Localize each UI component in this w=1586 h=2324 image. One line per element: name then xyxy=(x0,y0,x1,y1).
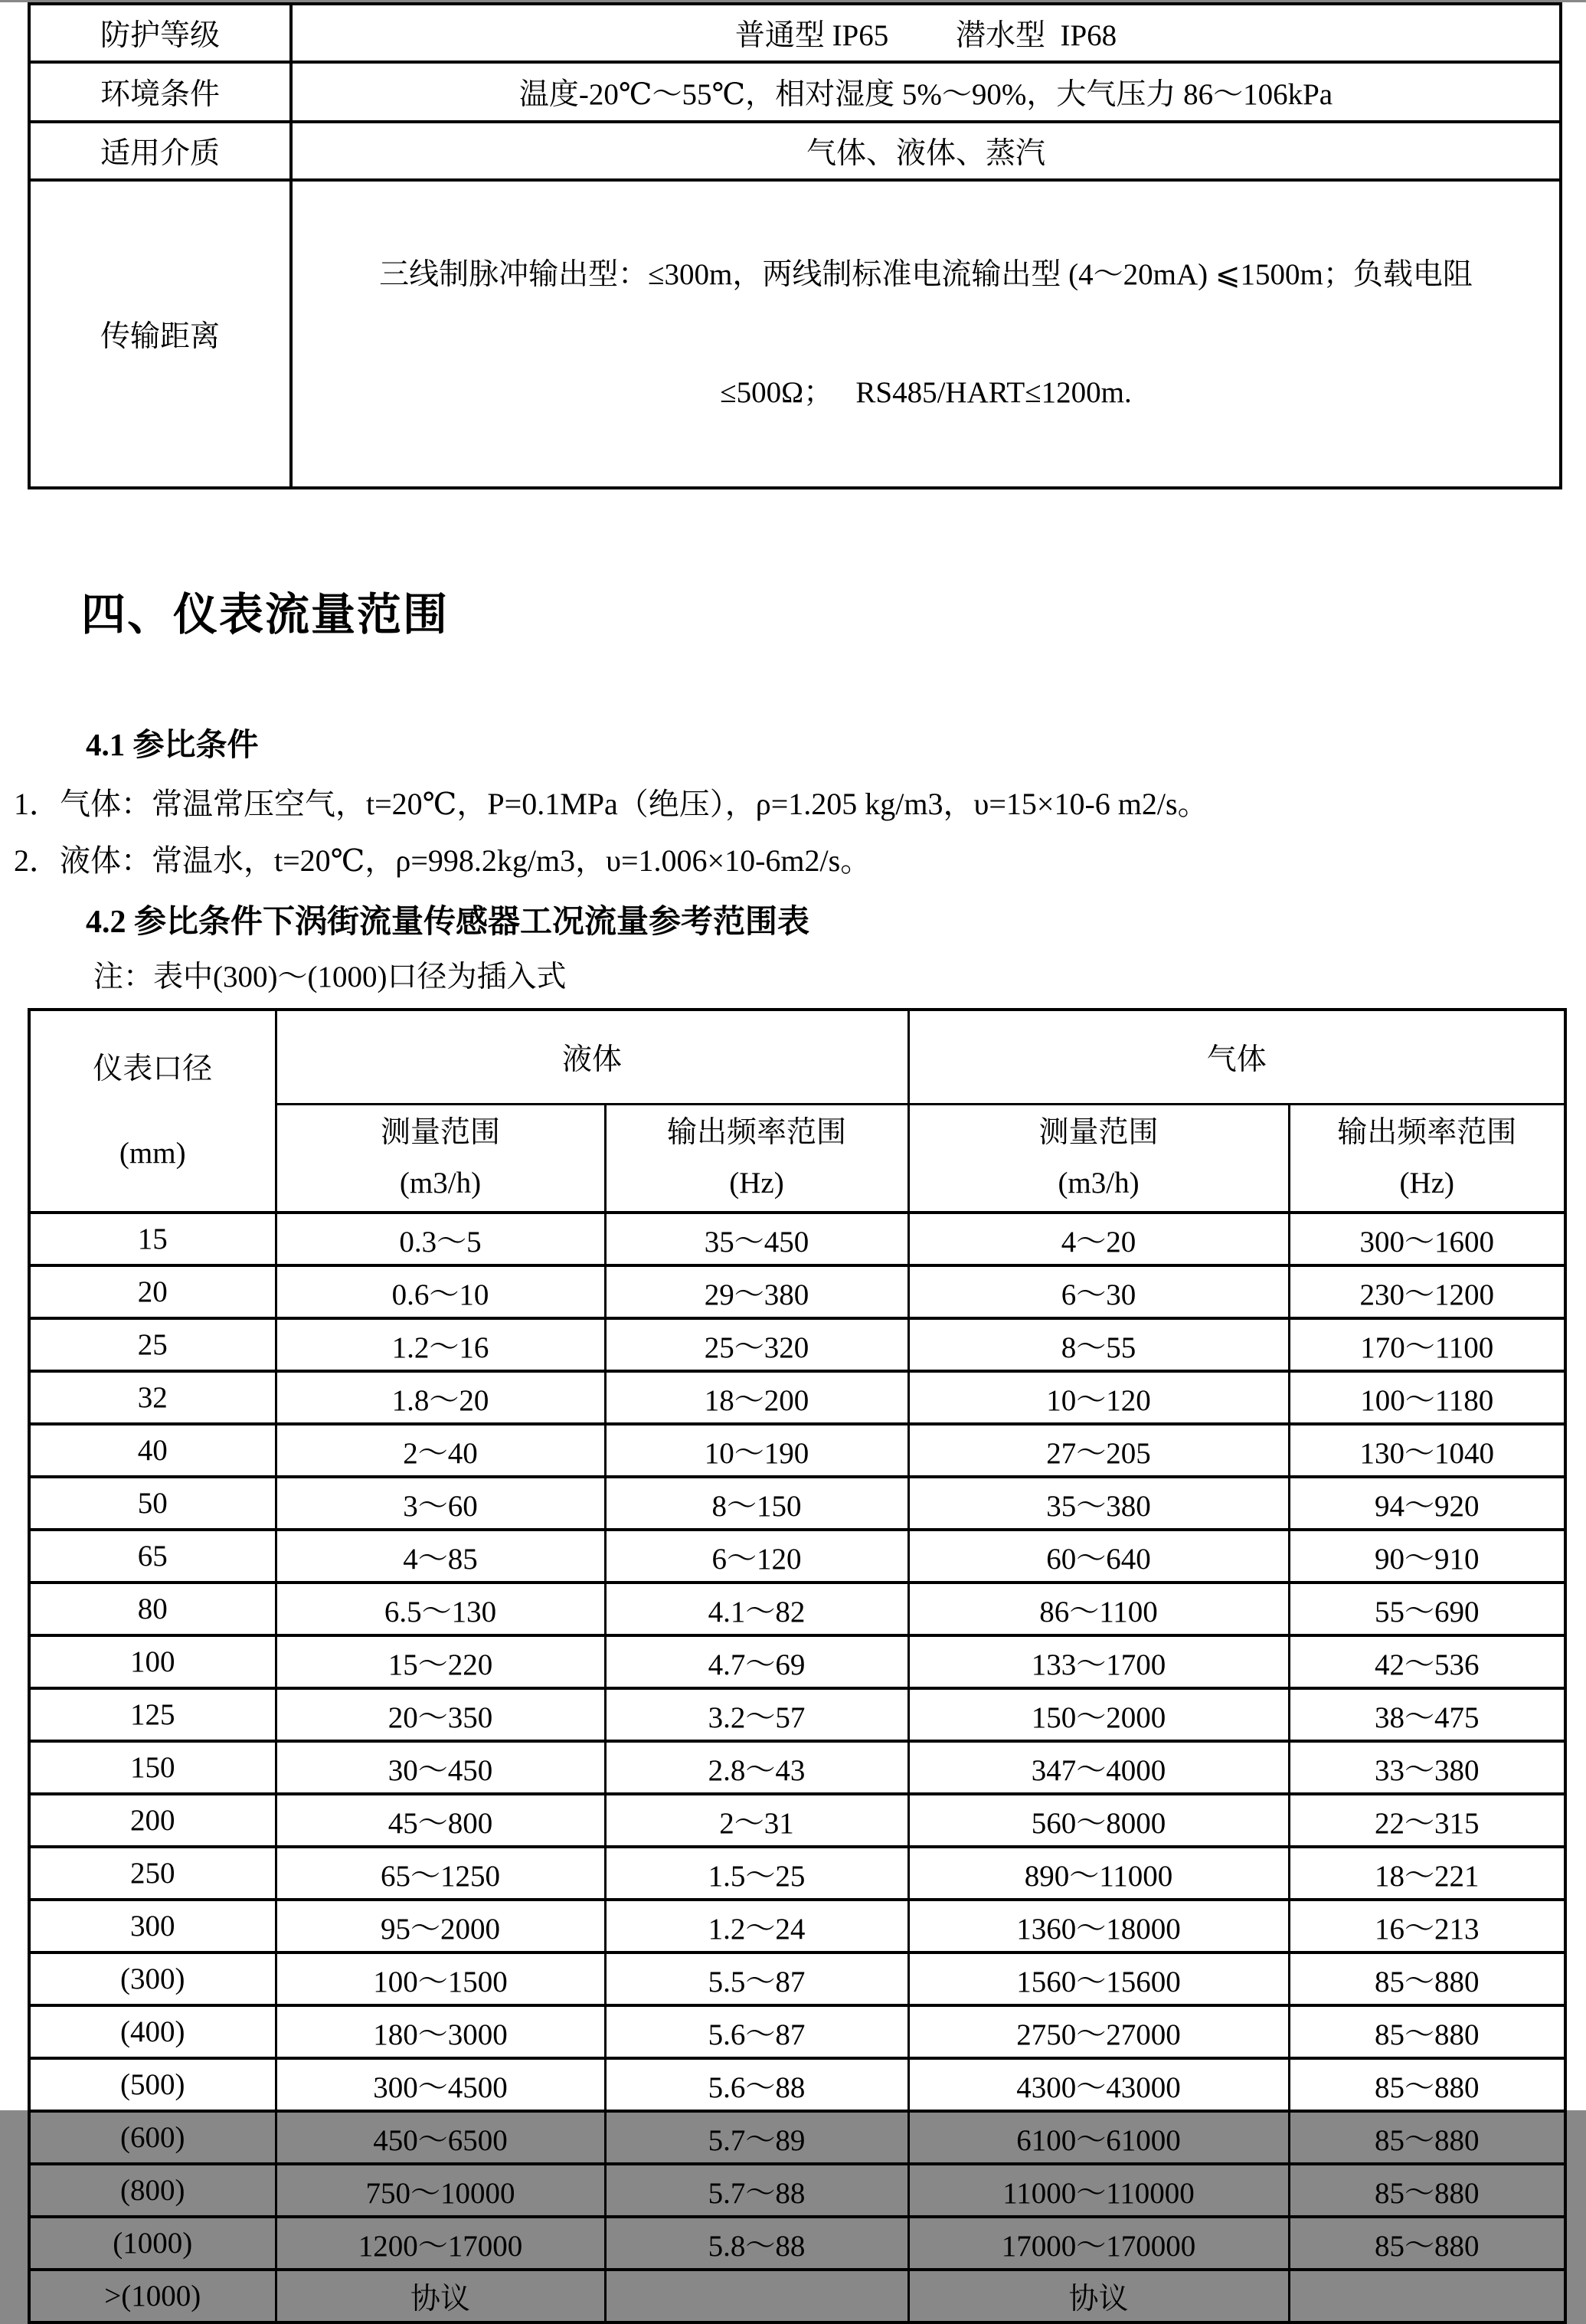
cell-diameter: >(1000) xyxy=(29,2270,276,2322)
spec-table xyxy=(28,2,1562,489)
cell-liquid-range: 20～350 xyxy=(276,1688,605,1741)
subheader-gas-frequency-unit: (Hz) xyxy=(1399,1167,1454,1200)
cell-gas-frequency: 42～536 xyxy=(1289,1635,1565,1688)
table-row xyxy=(29,1794,1565,1847)
cell-liquid-frequency xyxy=(605,2270,908,2322)
cell-gas-range: 6100～61000 xyxy=(908,2111,1289,2164)
table-row xyxy=(29,2270,1565,2322)
table-row xyxy=(29,1952,1565,2005)
cell-gas-range: 2750～27000 xyxy=(908,2005,1289,2058)
cell-gas-range: 8～55 xyxy=(908,1318,1289,1371)
cell-gas-range: 150～2000 xyxy=(908,1688,1289,1741)
cell-gas-range: 60～640 xyxy=(908,1530,1289,1583)
cell-liquid-range: 95～2000 xyxy=(276,1900,605,1952)
cell-gas-frequency: 22～315 xyxy=(1289,1794,1565,1847)
spec-row-protection xyxy=(29,4,1561,62)
cell-liquid-frequency: 10～190 xyxy=(605,1424,908,1477)
cell-gas-frequency: 130～1040 xyxy=(1289,1424,1565,1477)
cell-diameter: 65 xyxy=(29,1530,276,1583)
table-row xyxy=(29,2111,1565,2164)
spec-value-protection: 普通型 IP65 潜水型 IP68 xyxy=(291,4,1561,62)
spec-value-environment: 温度-20℃～55℃，相对湿度 5%～90%，大气压力 86～106kPa xyxy=(291,62,1561,122)
cell-diameter: 40 xyxy=(29,1424,276,1477)
spec-value-media: 气体、液体、蒸汽 xyxy=(291,122,1561,180)
cell-liquid-range: 1.2～16 xyxy=(276,1318,605,1371)
cell-liquid-range: 45～800 xyxy=(276,1794,605,1847)
cell-diameter: 80 xyxy=(29,1583,276,1635)
cell-gas-frequency: 85～880 xyxy=(1289,2164,1565,2217)
spec-row-transmission xyxy=(29,180,1561,488)
table-row xyxy=(29,2005,1565,2058)
table-row xyxy=(29,1265,1565,1318)
subheader-gas-range-title: 测量范围 xyxy=(1038,1116,1159,1149)
cell-liquid-frequency: 1.5～25 xyxy=(605,1847,908,1900)
cell-gas-frequency: 33～380 xyxy=(1289,1741,1565,1794)
diameter-header-line2: (mm) xyxy=(119,1136,186,1170)
cell-gas-frequency: 55～690 xyxy=(1289,1583,1565,1635)
group-header-liquid: 液体 xyxy=(276,1010,908,1105)
flow-table-group-header-row xyxy=(29,1010,1565,1105)
cell-liquid-frequency: 1.2～24 xyxy=(605,1900,908,1952)
cell-liquid-range: 65～1250 xyxy=(276,1847,605,1900)
table-row xyxy=(29,1900,1565,1952)
subheader-liquid-frequency-unit: (Hz) xyxy=(729,1167,784,1200)
subsection-heading-4-1: 4.1 参比条件 xyxy=(86,727,259,762)
cell-diameter: (600) xyxy=(29,2111,276,2164)
cell-gas-frequency: 85～880 xyxy=(1289,2111,1565,2164)
table-row xyxy=(29,1371,1565,1424)
cell-diameter: 100 xyxy=(29,1635,276,1688)
spec-label-transmission: 传输距离 xyxy=(29,180,291,488)
flow-table-body xyxy=(29,1213,1565,2322)
table-note: 注：表中(300)～(1000)口径为插入式 xyxy=(93,961,567,993)
document-page xyxy=(0,2,1586,2316)
cell-diameter: 25 xyxy=(29,1318,276,1371)
subheader-liquid-range-title: 测量范围 xyxy=(380,1116,500,1149)
cell-gas-frequency: 94～920 xyxy=(1289,1477,1565,1530)
cell-liquid-frequency: 5.7～89 xyxy=(605,2111,908,2164)
cell-liquid-range: 0.6～10 xyxy=(276,1265,605,1318)
cell-liquid-frequency: 5.6～88 xyxy=(605,2058,908,2111)
cell-diameter: 32 xyxy=(29,1371,276,1424)
cell-liquid-range: 4～85 xyxy=(276,1530,605,1583)
spec-label-environment: 环境条件 xyxy=(29,62,291,122)
flow-range-table xyxy=(28,1008,1567,2324)
subheader-gas-frequency-title: 输出频率范围 xyxy=(1337,1116,1517,1149)
group-header-gas: 气体 xyxy=(908,1010,1565,1105)
cell-gas-frequency: 85～880 xyxy=(1289,2005,1565,2058)
cell-gas-range: 17000～170000 xyxy=(908,2217,1289,2270)
cell-gas-frequency: 230～1200 xyxy=(1289,1265,1565,1318)
spec-label-protection: 防护等级 xyxy=(29,4,291,62)
spec-value-transmission xyxy=(291,180,1561,488)
cell-gas-range: 35～380 xyxy=(908,1477,1289,1530)
spec-row-media xyxy=(29,122,1561,180)
cell-gas-range: 560～8000 xyxy=(908,1794,1289,1847)
cell-liquid-frequency: 2～31 xyxy=(605,1794,908,1847)
cell-diameter: 200 xyxy=(29,1794,276,1847)
table-row xyxy=(29,1583,1565,1635)
cell-gas-frequency: 100～1180 xyxy=(1289,1371,1565,1424)
cell-liquid-frequency: 5.7～88 xyxy=(605,2164,908,2217)
cell-gas-frequency: 300～1600 xyxy=(1289,1213,1565,1265)
diameter-header-line1: 仪表口径 xyxy=(93,1052,213,1085)
cell-gas-frequency: 85～880 xyxy=(1289,2217,1565,2270)
spec-row-environment xyxy=(29,62,1561,122)
table-row xyxy=(29,1635,1565,1688)
cell-gas-range: 6～30 xyxy=(908,1265,1289,1318)
table-row xyxy=(29,2058,1565,2111)
cell-liquid-range: 3～60 xyxy=(276,1477,605,1530)
table-row xyxy=(29,1213,1565,1265)
cell-gas-frequency: 85～880 xyxy=(1289,2058,1565,2111)
cell-liquid-frequency: 5.8～88 xyxy=(605,2217,908,2270)
cell-gas-frequency xyxy=(1289,2270,1565,2322)
subheader-liquid-frequency xyxy=(605,1105,908,1213)
table-row xyxy=(29,1477,1565,1530)
cell-liquid-range: 300～4500 xyxy=(276,2058,605,2111)
table-row xyxy=(29,1741,1565,1794)
cell-diameter: (800) xyxy=(29,2164,276,2217)
cell-liquid-range: 1200～17000 xyxy=(276,2217,605,2270)
subsection-heading-4-2: 4.2 参比条件下涡街流量传感器工况流量参考范围表 xyxy=(86,905,810,940)
cell-gas-range: 347～4000 xyxy=(908,1741,1289,1794)
cell-gas-frequency: 16～213 xyxy=(1289,1900,1565,1952)
subheader-liquid-range xyxy=(276,1105,605,1213)
cell-liquid-range: 450～6500 xyxy=(276,2111,605,2164)
cell-liquid-range: 15～220 xyxy=(276,1635,605,1688)
cell-liquid-frequency: 18～200 xyxy=(605,1371,908,1424)
cell-liquid-frequency: 5.5～87 xyxy=(605,1952,908,2005)
table-row xyxy=(29,1530,1565,1583)
cell-liquid-frequency: 8～150 xyxy=(605,1477,908,1530)
cell-gas-range: 86～1100 xyxy=(908,1583,1289,1635)
cell-liquid-frequency: 4.1～82 xyxy=(605,1583,908,1635)
subheader-liquid-frequency-title: 输出频率范围 xyxy=(667,1116,847,1149)
reference-condition-gas: 1．气体：常温常压空气，t=20℃，P=0.1MPa（绝压），ρ=1.205 kg/m3，υ=15×10-6 m2/s。 xyxy=(14,787,1208,821)
cell-diameter: 150 xyxy=(29,1741,276,1794)
table-row xyxy=(29,1424,1565,1477)
cell-gas-range: 11000～110000 xyxy=(908,2164,1289,2217)
cell-liquid-range: 100～1500 xyxy=(276,1952,605,2005)
cell-gas-range: 4300～43000 xyxy=(908,2058,1289,2111)
cell-liquid-frequency: 29～380 xyxy=(605,1265,908,1318)
cell-gas-frequency: 170～1100 xyxy=(1289,1318,1565,1371)
cell-diameter: 20 xyxy=(29,1265,276,1318)
cell-liquid-range: 协议 xyxy=(276,2270,605,2322)
transmission-line-1: 三线制脉冲输出型：≤300m，两线制标准电流输出型 (4～20mA) ⩽1500m；负载电阻 xyxy=(379,258,1473,291)
spec-label-media: 适用介质 xyxy=(29,122,291,180)
section-heading: 四、仪表流量范围 xyxy=(81,590,450,640)
cell-diameter: 125 xyxy=(29,1688,276,1741)
cell-liquid-frequency: 4.7～69 xyxy=(605,1635,908,1688)
cell-gas-range: 1560～15600 xyxy=(908,1952,1289,2005)
subheader-liquid-range-unit: (m3/h) xyxy=(399,1167,482,1200)
cell-liquid-frequency: 3.2～57 xyxy=(605,1688,908,1741)
cell-diameter: (300) xyxy=(29,1952,276,2005)
cell-liquid-frequency: 6～120 xyxy=(605,1530,908,1583)
cell-gas-frequency: 90～910 xyxy=(1289,1530,1565,1583)
table-row xyxy=(29,2164,1565,2217)
subheader-gas-range xyxy=(908,1105,1289,1213)
table-row xyxy=(29,2217,1565,2270)
table-row xyxy=(29,1688,1565,1741)
cell-liquid-frequency: 35～450 xyxy=(605,1213,908,1265)
cell-gas-range: 1360～18000 xyxy=(908,1900,1289,1952)
cell-gas-range: 890～11000 xyxy=(908,1847,1289,1900)
subheader-gas-frequency xyxy=(1289,1105,1565,1213)
cell-diameter: (1000) xyxy=(29,2217,276,2270)
table-row xyxy=(29,1847,1565,1900)
cell-diameter: 250 xyxy=(29,1847,276,1900)
cell-liquid-range: 750～10000 xyxy=(276,2164,605,2217)
cell-gas-range: 133～1700 xyxy=(908,1635,1289,1688)
cell-gas-range: 4～20 xyxy=(908,1213,1289,1265)
transmission-line-2: ≤500Ω； RS485/HART≤1200m. xyxy=(720,376,1132,409)
cell-diameter: (400) xyxy=(29,2005,276,2058)
reference-condition-liquid: 2．液体：常温水，t=20℃，ρ=998.2kg/m3，υ=1.006×10-6m2/s。 xyxy=(14,843,871,878)
cell-gas-range: 协议 xyxy=(908,2270,1289,2322)
cell-liquid-range: 0.3～5 xyxy=(276,1213,605,1265)
cell-diameter: 15 xyxy=(29,1213,276,1265)
cell-liquid-frequency: 25～320 xyxy=(605,1318,908,1371)
cell-liquid-frequency: 2.8～43 xyxy=(605,1741,908,1794)
cell-gas-frequency: 85～880 xyxy=(1289,1952,1565,2005)
cell-liquid-range: 6.5～130 xyxy=(276,1583,605,1635)
subheader-gas-range-unit: (m3/h) xyxy=(1058,1167,1140,1200)
table-row xyxy=(29,1318,1565,1371)
diameter-column-header xyxy=(29,1010,276,1213)
cell-gas-range: 27～205 xyxy=(908,1424,1289,1477)
cell-gas-frequency: 38～475 xyxy=(1289,1688,1565,1741)
cell-liquid-range: 180～3000 xyxy=(276,2005,605,2058)
cell-liquid-range: 2～40 xyxy=(276,1424,605,1477)
cell-diameter: 50 xyxy=(29,1477,276,1530)
cell-liquid-range: 1.8～20 xyxy=(276,1371,605,1424)
cell-gas-range: 10～120 xyxy=(908,1371,1289,1424)
cell-gas-frequency: 18～221 xyxy=(1289,1847,1565,1900)
cell-liquid-range: 30～450 xyxy=(276,1741,605,1794)
cell-liquid-frequency: 5.6～87 xyxy=(605,2005,908,2058)
cell-diameter: (500) xyxy=(29,2058,276,2111)
cell-diameter: 300 xyxy=(29,1900,276,1952)
